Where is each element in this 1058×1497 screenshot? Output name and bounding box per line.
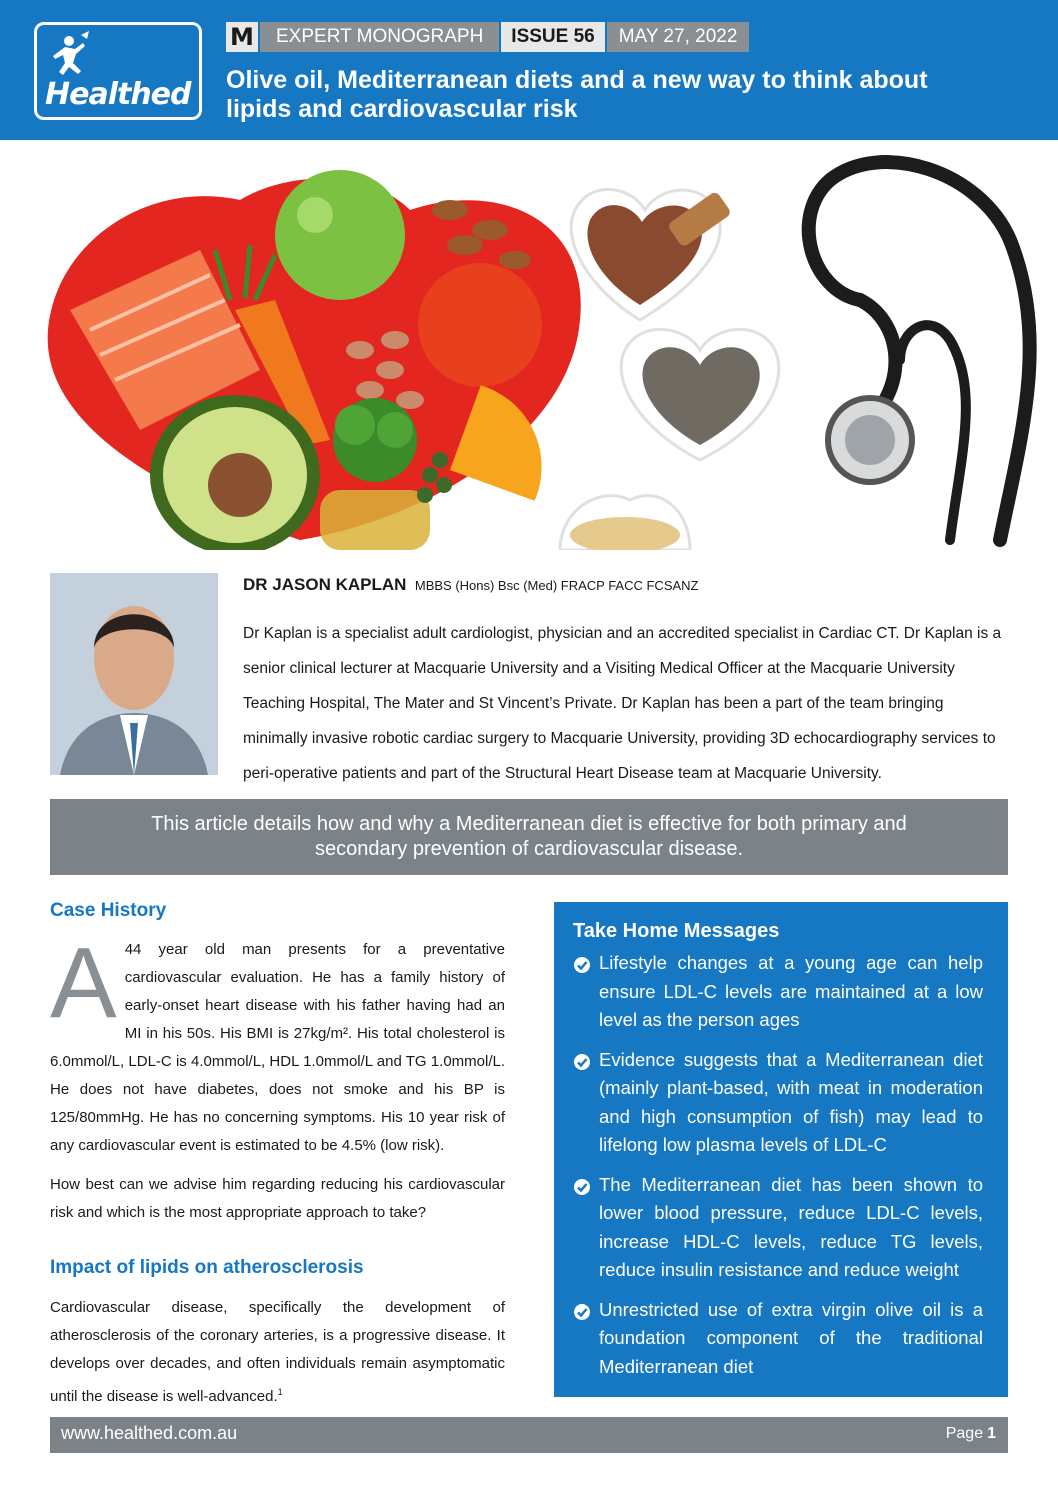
take-home-title: Take Home Messages bbox=[573, 920, 780, 942]
dropcap: A bbox=[50, 927, 117, 1039]
take-home-item-text: Unrestricted use of extra virgin olive oil is a foundation component of the traditional Mediterranean diet bbox=[599, 1298, 983, 1377]
take-home-item-text: The Mediterranean diet has been shown to lower blood pressure, reduce LDL-C levels, increase HDL-C levels, reduce TG levels, reduce insulin resistance and reduce weight bbox=[599, 1173, 983, 1280]
issue-meta-bar bbox=[226, 22, 749, 52]
footnote-ref[interactable]: 1 bbox=[277, 1387, 283, 1397]
author-bio: Dr Kaplan is a specialist adult cardiologist, physician and an accredited specialist in Cardiac CT. Dr Kaplan is a senior clinical lecturer at Macquarie University and a Visiting Medical Officer at the Macquarie University Teaching Hospital, The Mater and St Vincent’s Private. Dr Kaplan has been a part of the team bringing minimally invasive robotic cardiac surgery to Macquarie University, providing 3D echocardiography services to peri-operative patients and part of the Structural Heart Disease team at Macquarie University. bbox=[243, 625, 1002, 782]
issue-number: ISSUE 56 bbox=[501, 22, 604, 52]
take-home-item-text: Lifestyle changes at a young age can help ensure LDL-C levels are maintained at a low level as the person ages bbox=[599, 952, 983, 1030]
hero-image bbox=[0, 140, 1058, 550]
healthed-logo[interactable] bbox=[34, 22, 202, 120]
olive-oil-bottle bbox=[320, 490, 430, 550]
page-number: 1 bbox=[987, 1425, 996, 1442]
lipids-paragraph bbox=[50, 1294, 505, 1411]
lipids-text: Cardiovascular disease, specifically the development of atherosclerosis of the coronary arteries, is a progressive disease. It develops over decades, and often individuals remain asymptomatic until the disease is well-advanced. bbox=[50, 1299, 505, 1405]
author-name: DR JASON KAPLAN bbox=[243, 575, 407, 594]
list-item bbox=[573, 949, 983, 1035]
logo-wordmark: Healthed bbox=[45, 77, 191, 112]
series-label: EXPERT MONOGRAPH bbox=[260, 22, 499, 52]
check-circle-icon bbox=[573, 1171, 599, 1285]
page-footer bbox=[50, 1417, 1008, 1453]
author-name-line bbox=[243, 575, 699, 595]
list-item bbox=[573, 1296, 983, 1382]
check-circle-icon bbox=[573, 1046, 599, 1160]
page-header bbox=[0, 0, 1058, 140]
case-history-text: 44 year old man presents for a preventative cardiovascular evaluation. He has a family history of early-onset heart disease with his father having had an MI in his 50s. His BMI is 27kg/m². His total cholesterol is 6.0mmol/L, LDL-C is 4.0mmol/L, HDL 1.0mmol/L and TG 1.0mmol/L. He does not have diabetes, does not smoke and his BP is 125/80mmHg. He has no concerning symptoms. His 10 year risk of any cardiovascular event is estimated to be 4.5% (low risk). bbox=[50, 941, 505, 1154]
issue-date: MAY 27, 2022 bbox=[607, 22, 750, 52]
case-history-paragraph bbox=[50, 927, 505, 1160]
page-label: Page bbox=[945, 1425, 984, 1442]
page-indicator bbox=[946, 1425, 996, 1443]
series-mark: M bbox=[226, 22, 258, 52]
website-link[interactable]: www.healthed.com.au bbox=[61, 1423, 238, 1443]
case-history-heading: Case History bbox=[50, 900, 167, 921]
page-title bbox=[226, 66, 1026, 124]
take-home-item-text: Evidence suggests that a Mediterranean diet (mainly plant-based, with meat in moderation and high consumption of fish) may lead to lifelong low plasma levels of LDL-C bbox=[599, 1048, 983, 1155]
intro-summary bbox=[50, 799, 1008, 875]
tomato bbox=[418, 263, 542, 387]
stethoscope bbox=[809, 162, 1030, 540]
check-circle-icon bbox=[573, 949, 599, 1035]
case-question: How best can we advise him regarding reducing his cardiovascular risk and which is the most appropriate approach to take? bbox=[50, 1176, 505, 1221]
title-line-2: lipids and cardiovascular risk bbox=[226, 95, 578, 123]
title-line-1: Olive oil, Mediterranean diets and a new way to think about bbox=[226, 66, 928, 94]
take-home-box bbox=[554, 902, 1008, 1397]
list-item bbox=[573, 1171, 983, 1285]
take-home-list bbox=[573, 949, 983, 1392]
author-qualifications: MBBS (Hons) Bsc (Med) FRACP FACC FCSANZ bbox=[414, 578, 699, 593]
green-apple bbox=[275, 170, 405, 300]
lipids-heading: Impact of lipids on atherosclerosis bbox=[50, 1257, 364, 1278]
intro-line-1: This article details how and why a Mediterranean diet is effective for both primary and bbox=[151, 813, 907, 835]
list-item bbox=[573, 1046, 983, 1160]
author-photo bbox=[50, 573, 218, 775]
check-circle-icon bbox=[573, 1296, 599, 1382]
intro-line-2: secondary prevention of cardiovascular disease. bbox=[314, 838, 744, 860]
